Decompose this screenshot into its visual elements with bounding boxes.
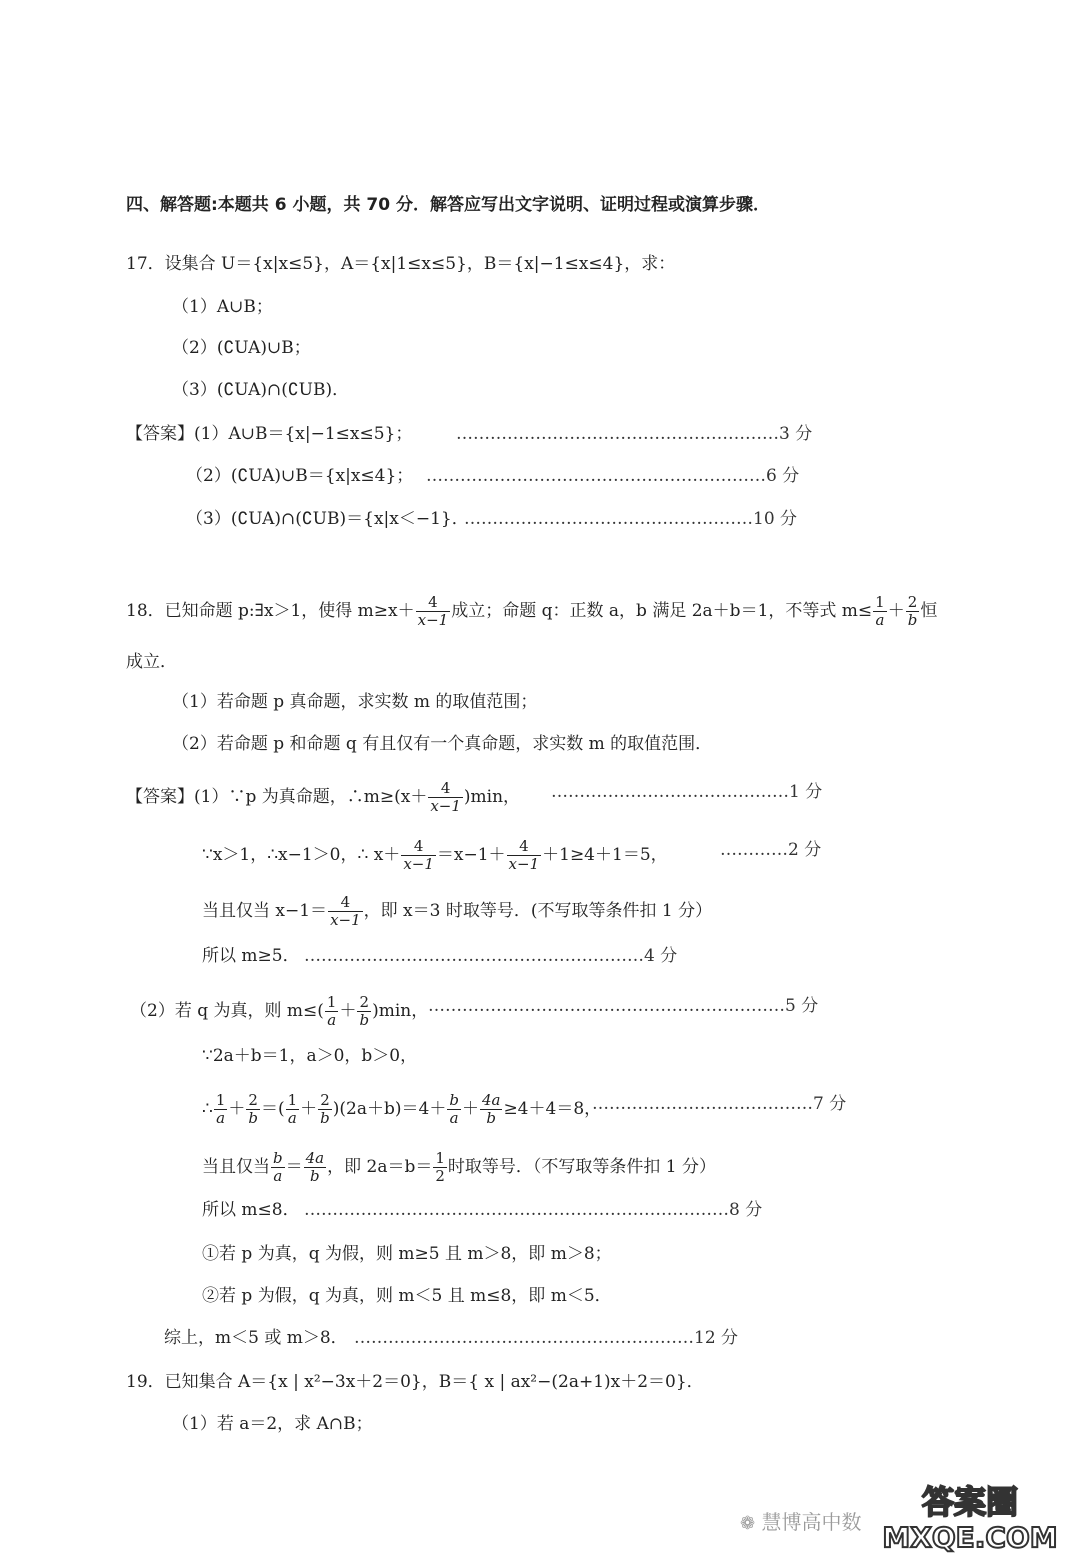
text: 所以 m≤8．	[202, 1200, 300, 1220]
denominator: x−1	[403, 855, 434, 873]
fraction	[318, 1092, 332, 1127]
q18-part1: （1）若命题 p 真命题，求实数 m 的取值范围；	[172, 692, 538, 712]
numerator: b	[449, 1091, 459, 1109]
numerator: 4a	[481, 1091, 501, 1109]
fraction	[507, 838, 542, 873]
fraction	[416, 594, 451, 629]
text: 当且仅当	[202, 1157, 270, 1177]
fraction	[328, 894, 363, 929]
q17-part1: （1）A∪B；	[172, 297, 273, 317]
numerator: 2	[318, 1092, 332, 1110]
fraction	[286, 1092, 300, 1127]
fraction	[480, 1092, 503, 1127]
numerator: 2	[357, 994, 371, 1012]
score: …………………………………7 分	[592, 1094, 847, 1114]
watermark-logo	[880, 1481, 1060, 1553]
q17-answer1-text: 【答案】(1）A∪B＝{x|−1≤x≤5}；	[126, 424, 413, 444]
denominator: b	[907, 611, 918, 629]
text: 所以 m≥5．	[202, 946, 300, 966]
q18-answer2-line2: ∵2a＋b＝1，a＞0，b＞0，	[202, 1046, 418, 1066]
q18-stem-part2: 成立；命题 q：正数 a，b 满足 2a＋b＝1，不等式 m≤	[451, 601, 873, 621]
score: ……………………………………………………4 分	[304, 946, 678, 966]
text: 综上，m＜5 或 m＞8．	[164, 1328, 348, 1348]
q17-part3: （3）(∁UA)∩(∁UB)．	[172, 380, 350, 400]
denominator: b	[320, 1109, 330, 1127]
watermark-label: 慧博高中数	[761, 1510, 862, 1534]
score: ……………………………………………………12 分	[354, 1328, 739, 1348]
q17-answer2-score: ……………………………………………………6 分	[426, 466, 800, 486]
denominator: x−1	[430, 797, 461, 815]
q18-answer1-line4	[202, 944, 678, 968]
svg-text:MXQE.COM: MXQE.COM	[882, 1521, 1058, 1553]
q17-part2: （2）(∁UA)∪B；	[172, 338, 311, 358]
q17-answer2-text: （2）(∁UA)∪B＝{x|x≤4}；	[186, 466, 414, 486]
denominator: b	[486, 1109, 496, 1127]
text: )min，	[463, 787, 521, 807]
denominator: x−1	[417, 611, 449, 629]
q18-stem-part3: 恒	[920, 601, 938, 621]
q18-stem-part1: 18．已知命题 p:∃x＞1，使得 m≥x＋	[126, 601, 415, 621]
numerator: 4	[328, 894, 363, 912]
denominator: b	[310, 1167, 320, 1185]
numerator: 1	[326, 993, 337, 1011]
text: ，即 2a＝b＝	[327, 1157, 433, 1177]
q17-answer3	[186, 507, 798, 531]
numerator: 4	[416, 594, 451, 612]
text: ≥4＋4＝8，	[503, 1099, 602, 1119]
score: …………2 分	[720, 840, 822, 860]
plus-sign: ＋	[300, 1099, 318, 1119]
numerator: 2	[906, 594, 920, 612]
numerator: 4a	[305, 1149, 325, 1167]
q18-case1: ①若 p 为真，q 为假，则 m≥5 且 m＞8，即 m＞8；	[202, 1244, 612, 1264]
section-heading: 四、解答题:本题共 6 小题，共 70 分．解答应写出文字说明、证明过程或演算步骤．	[126, 195, 770, 215]
denominator: a	[216, 1109, 226, 1127]
svg-text:答案圈: 答案圈	[921, 1483, 1019, 1521]
fraction	[433, 1150, 447, 1185]
numerator: 4	[401, 838, 436, 856]
text: )(2a＋b)＝4＋	[332, 1099, 447, 1119]
q18-answer1-line2	[202, 837, 822, 873]
fraction	[447, 1092, 461, 1127]
q17-answer1	[126, 422, 813, 446]
numerator: 4	[507, 838, 542, 856]
text: ＝(	[260, 1099, 285, 1119]
text: ，即 x＝3 时取等号．(不写取等条件扣 1 分）	[363, 901, 713, 921]
numerator: 1	[215, 1091, 226, 1109]
fraction	[304, 1150, 327, 1185]
denominator: a	[287, 1109, 297, 1127]
q18-stem-cont: 成立．	[126, 652, 177, 672]
q19-part1: （1）若 a＝2，求 A∩B；	[172, 1414, 373, 1434]
fraction	[246, 1092, 260, 1127]
q18-answer2-line4	[202, 1150, 716, 1185]
plus-sign: ＋	[461, 1099, 479, 1119]
fraction	[214, 1092, 228, 1127]
denominator: a	[449, 1109, 459, 1127]
q18-answer2-line1	[130, 993, 819, 1029]
fraction	[906, 594, 920, 629]
q18-conclusion	[164, 1326, 739, 1350]
text: ＋1≥4＋1＝5，	[542, 845, 668, 865]
numerator: 1	[287, 1091, 298, 1109]
text: 当且仅当 x−1＝	[202, 901, 328, 921]
fraction	[873, 594, 887, 629]
denominator: a	[273, 1167, 283, 1185]
q17-answer3-score: ……………………………………………10 分	[464, 509, 798, 529]
text: )min，	[372, 1001, 429, 1021]
q18-part2: （2）若命题 p 和命题 q 有且仅有一个真命题，求实数 m 的取值范围．	[172, 734, 713, 754]
text: 【答案】(1）∵p 为真命题，∴m≥(x＋	[126, 787, 428, 807]
denominator: x−1	[508, 855, 540, 873]
q19-stem: 19．已知集合 A＝{x | x²−3x＋2＝0}，B＝{ x | ax²−(2a+1)x＋2＝0}．	[126, 1372, 704, 1392]
numerator: 1	[875, 593, 885, 611]
q18-stem	[126, 594, 937, 629]
denominator: b	[248, 1109, 258, 1127]
q17-stem: 17．设集合 U＝{x|x≤5}，A＝{x|1≤x≤5}，B＝{x|−1≤x≤4}，求：	[126, 254, 676, 274]
plus-sign: ＋	[887, 601, 905, 621]
text: ∴	[202, 1099, 213, 1119]
text: ＝	[285, 1157, 303, 1177]
text: 时取等号．（不写取等条件扣 1 分）	[447, 1157, 717, 1177]
numerator: 4	[428, 780, 463, 798]
plus-sign: ＋	[228, 1099, 246, 1119]
score: ………………………………………………………5 分	[428, 996, 819, 1016]
text: ＝x−1＋	[436, 845, 506, 865]
q17-answer3-text: （3）(∁UA)∩(∁UB)＝{x|x＜−1}．	[186, 509, 469, 529]
fraction	[428, 780, 463, 815]
watermark-wechat-text	[740, 1506, 861, 1535]
denominator: a	[875, 611, 885, 629]
numerator: 2	[246, 1092, 260, 1110]
denominator: a	[327, 1011, 337, 1029]
plus-sign: ＋	[339, 1001, 357, 1021]
numerator: 1	[435, 1149, 445, 1167]
numerator: b	[273, 1149, 283, 1167]
fraction	[357, 994, 371, 1029]
q18-answer1-line3	[202, 894, 712, 929]
denominator: x−1	[330, 911, 361, 929]
q18-answer1-line1	[126, 779, 823, 815]
fraction	[325, 994, 339, 1029]
denominator: b	[359, 1011, 370, 1029]
q18-case2: ②若 p 为假，q 为真，则 m＜5 且 m≤8，即 m＜5．	[202, 1286, 612, 1306]
denominator: 2	[435, 1167, 445, 1185]
q17-answer2	[186, 464, 800, 488]
text: ∵x＞1，∴x−1＞0，∴ x＋	[202, 845, 401, 865]
score: ……………………………………1 分	[551, 782, 823, 802]
score: …………………………………………………………………8 分	[304, 1200, 763, 1220]
fraction	[401, 838, 436, 873]
fraction	[271, 1150, 285, 1185]
q17-answer1-score: …………………………………………………3 分	[456, 424, 813, 444]
q18-answer2-line3	[202, 1091, 847, 1127]
text: （2）若 q 为真，则 m≤(	[130, 1001, 324, 1021]
wechat-icon: ❁	[740, 1513, 756, 1534]
q18-answer2-line5	[202, 1198, 763, 1222]
